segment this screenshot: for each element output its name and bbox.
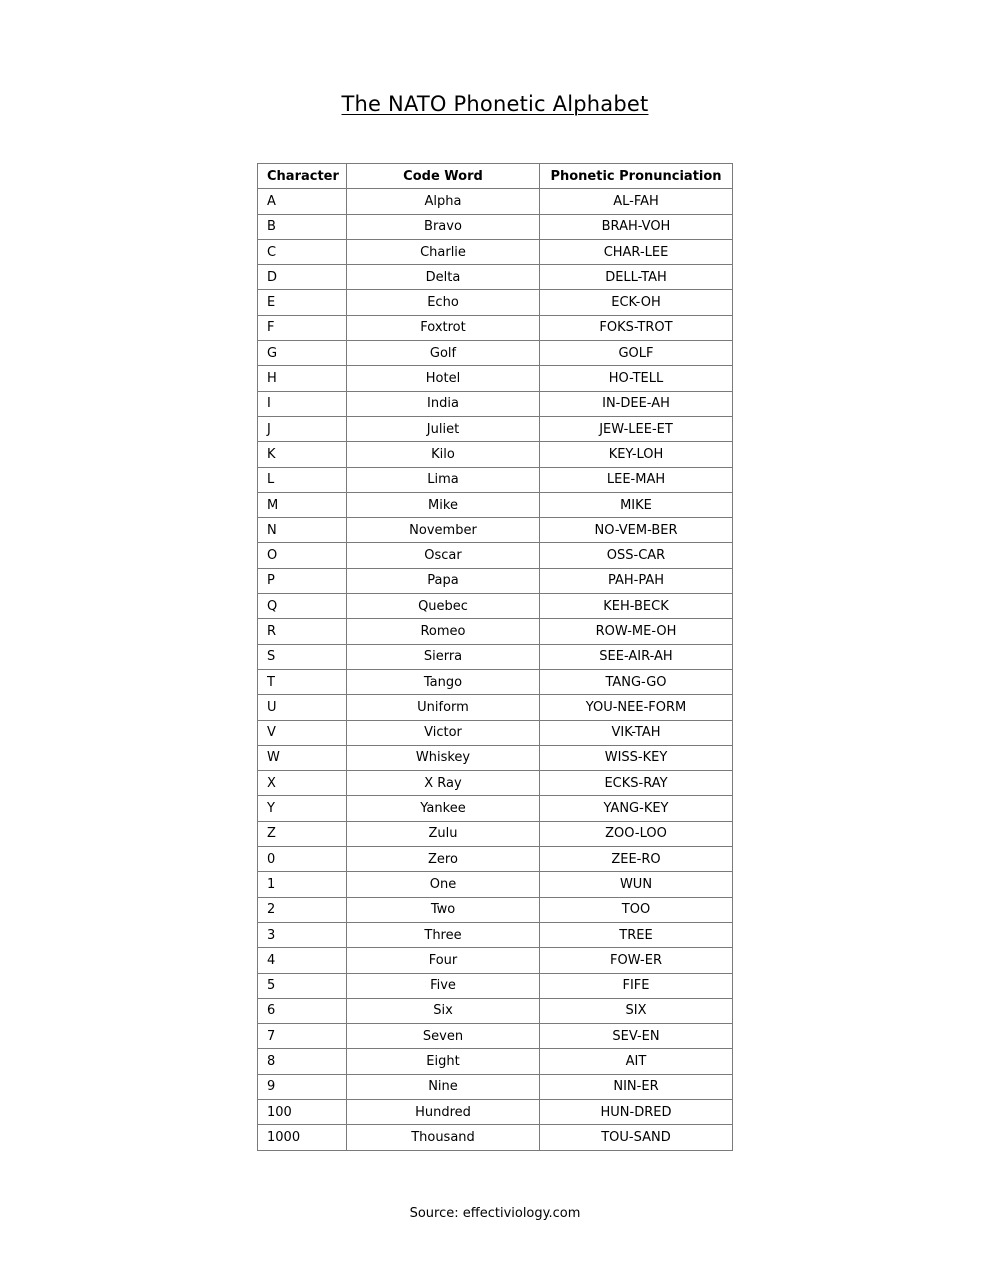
pronunciation-cell: SEV-EN xyxy=(540,1024,733,1049)
code-word-cell: Charlie xyxy=(347,239,540,264)
pronunciation-cell: KEH-BECK xyxy=(540,594,733,619)
table-row xyxy=(258,922,733,947)
character-cell: U xyxy=(258,695,347,720)
pronunciation-cell: WUN xyxy=(540,872,733,897)
table-row xyxy=(258,973,733,998)
code-word-cell: Hundred xyxy=(347,1099,540,1124)
pronunciation-cell: HO-TELL xyxy=(540,366,733,391)
table-row xyxy=(258,341,733,366)
pronunciation-cell: BRAH-VOH xyxy=(540,214,733,239)
character-cell: 9 xyxy=(258,1074,347,1099)
table-row xyxy=(258,518,733,543)
character-cell: A xyxy=(258,189,347,214)
character-cell: Q xyxy=(258,594,347,619)
pronunciation-cell: TREE xyxy=(540,922,733,947)
code-word-cell: Two xyxy=(347,897,540,922)
table-row xyxy=(258,214,733,239)
table-row xyxy=(258,594,733,619)
character-cell: C xyxy=(258,239,347,264)
table-row xyxy=(258,315,733,340)
code-word-cell: Bravo xyxy=(347,214,540,239)
pronunciation-cell: FOKS-TROT xyxy=(540,315,733,340)
table-row xyxy=(258,467,733,492)
pronunciation-cell: KEY-LOH xyxy=(540,442,733,467)
table-row xyxy=(258,189,733,214)
code-word-cell: Mike xyxy=(347,492,540,517)
table-row xyxy=(258,239,733,264)
pronunciation-cell: YOU-NEE-FORM xyxy=(540,695,733,720)
code-word-cell: Five xyxy=(347,973,540,998)
character-cell: 4 xyxy=(258,948,347,973)
code-word-cell: Zero xyxy=(347,847,540,872)
pronunciation-cell: JEW-LEE-ET xyxy=(540,416,733,441)
pronunciation-cell: LEE-MAH xyxy=(540,467,733,492)
character-cell: 3 xyxy=(258,922,347,947)
code-word-cell: Victor xyxy=(347,720,540,745)
code-word-cell: Foxtrot xyxy=(347,315,540,340)
character-cell: G xyxy=(258,341,347,366)
character-cell: D xyxy=(258,265,347,290)
table-row xyxy=(258,416,733,441)
table-row xyxy=(258,391,733,416)
character-cell: K xyxy=(258,442,347,467)
code-word-cell: Golf xyxy=(347,341,540,366)
character-cell: E xyxy=(258,290,347,315)
table-row xyxy=(258,1125,733,1150)
column-header-character: Character xyxy=(258,164,347,189)
character-cell: B xyxy=(258,214,347,239)
character-cell: N xyxy=(258,518,347,543)
code-word-cell: Four xyxy=(347,948,540,973)
pronunciation-cell: YANG-KEY xyxy=(540,796,733,821)
table-row xyxy=(258,669,733,694)
character-cell: O xyxy=(258,543,347,568)
pronunciation-cell: SEE-AIR-AH xyxy=(540,644,733,669)
pronunciation-cell: TANG-GO xyxy=(540,669,733,694)
character-cell: 5 xyxy=(258,973,347,998)
code-word-cell: Six xyxy=(347,998,540,1023)
code-word-cell: Juliet xyxy=(347,416,540,441)
pronunciation-cell: AIT xyxy=(540,1049,733,1074)
pronunciation-cell: TOO xyxy=(540,897,733,922)
character-cell: W xyxy=(258,745,347,770)
pronunciation-cell: ZEE-RO xyxy=(540,847,733,872)
table-row xyxy=(258,897,733,922)
character-cell: P xyxy=(258,568,347,593)
table-row xyxy=(258,568,733,593)
pronunciation-cell: HUN-DRED xyxy=(540,1099,733,1124)
column-header-code-word: Code Word xyxy=(347,164,540,189)
character-cell: 6 xyxy=(258,998,347,1023)
character-cell: 100 xyxy=(258,1099,347,1124)
table-row xyxy=(258,796,733,821)
code-word-cell: Lima xyxy=(347,467,540,492)
table-row xyxy=(258,771,733,796)
code-word-cell: Eight xyxy=(347,1049,540,1074)
character-cell: J xyxy=(258,416,347,441)
table-row xyxy=(258,720,733,745)
code-word-cell: Three xyxy=(347,922,540,947)
code-word-cell: Romeo xyxy=(347,619,540,644)
table-row xyxy=(258,492,733,517)
character-cell: 0 xyxy=(258,847,347,872)
table-row xyxy=(258,442,733,467)
pronunciation-cell: IN-DEE-AH xyxy=(540,391,733,416)
code-word-cell: India xyxy=(347,391,540,416)
pronunciation-cell: GOLF xyxy=(540,341,733,366)
pronunciation-cell: NIN-ER xyxy=(540,1074,733,1099)
table-row xyxy=(258,366,733,391)
table-row xyxy=(258,1024,733,1049)
source-citation: Source: effectiviology.com xyxy=(409,1206,581,1221)
character-cell: V xyxy=(258,720,347,745)
code-word-cell: Whiskey xyxy=(347,745,540,770)
code-word-cell: Sierra xyxy=(347,644,540,669)
pronunciation-cell: DELL-TAH xyxy=(540,265,733,290)
character-cell: 8 xyxy=(258,1049,347,1074)
character-cell: L xyxy=(258,467,347,492)
character-cell: X xyxy=(258,771,347,796)
character-cell: 2 xyxy=(258,897,347,922)
table-row xyxy=(258,821,733,846)
table-row xyxy=(258,695,733,720)
pronunciation-cell: ROW-ME-OH xyxy=(540,619,733,644)
table-row xyxy=(258,847,733,872)
phonetic-alphabet-table xyxy=(257,163,733,1151)
table-row xyxy=(258,290,733,315)
character-cell: M xyxy=(258,492,347,517)
code-word-cell: Uniform xyxy=(347,695,540,720)
table-row xyxy=(258,1074,733,1099)
code-word-cell: Yankee xyxy=(347,796,540,821)
code-word-cell: Kilo xyxy=(347,442,540,467)
table-row xyxy=(258,998,733,1023)
pronunciation-cell: AL-FAH xyxy=(540,189,733,214)
code-word-cell: Nine xyxy=(347,1074,540,1099)
code-word-cell: Seven xyxy=(347,1024,540,1049)
code-word-cell: Oscar xyxy=(347,543,540,568)
code-word-cell: One xyxy=(347,872,540,897)
table-header-row xyxy=(258,164,733,189)
character-cell: Y xyxy=(258,796,347,821)
table-row xyxy=(258,745,733,770)
character-cell: I xyxy=(258,391,347,416)
character-cell: F xyxy=(258,315,347,340)
code-word-cell: Thousand xyxy=(347,1125,540,1150)
table-row xyxy=(258,265,733,290)
pronunciation-cell: ECK-OH xyxy=(540,290,733,315)
code-word-cell: Zulu xyxy=(347,821,540,846)
code-word-cell: Quebec xyxy=(347,594,540,619)
table-row xyxy=(258,872,733,897)
pronunciation-cell: SIX xyxy=(540,998,733,1023)
table-row xyxy=(258,1049,733,1074)
pronunciation-cell: OSS-CAR xyxy=(540,543,733,568)
table-row xyxy=(258,1099,733,1124)
character-cell: Z xyxy=(258,821,347,846)
character-cell: 1 xyxy=(258,872,347,897)
code-word-cell: Hotel xyxy=(347,366,540,391)
pronunciation-cell: ZOO-LOO xyxy=(540,821,733,846)
code-word-cell: Delta xyxy=(347,265,540,290)
pronunciation-cell: FOW-ER xyxy=(540,948,733,973)
character-cell: H xyxy=(258,366,347,391)
code-word-cell: Alpha xyxy=(347,189,540,214)
pronunciation-cell: FIFE xyxy=(540,973,733,998)
table-row xyxy=(258,619,733,644)
pronunciation-cell: VIK-TAH xyxy=(540,720,733,745)
code-word-cell: November xyxy=(347,518,540,543)
table-body xyxy=(258,189,733,1150)
table-row xyxy=(258,543,733,568)
pronunciation-cell: CHAR-LEE xyxy=(540,239,733,264)
pronunciation-cell: WISS-KEY xyxy=(540,745,733,770)
table-row xyxy=(258,644,733,669)
code-word-cell: Tango xyxy=(347,669,540,694)
column-header-pronunciation: Phonetic Pronunciation xyxy=(540,164,733,189)
code-word-cell: Papa xyxy=(347,568,540,593)
page-title: The NATO Phonetic Alphabet xyxy=(341,92,649,116)
character-cell: 7 xyxy=(258,1024,347,1049)
pronunciation-cell: ECKS-RAY xyxy=(540,771,733,796)
pronunciation-cell: MIKE xyxy=(540,492,733,517)
table-row xyxy=(258,948,733,973)
character-cell: S xyxy=(258,644,347,669)
code-word-cell: Echo xyxy=(347,290,540,315)
pronunciation-cell: PAH-PAH xyxy=(540,568,733,593)
character-cell: R xyxy=(258,619,347,644)
character-cell: 1000 xyxy=(258,1125,347,1150)
pronunciation-cell: NO-VEM-BER xyxy=(540,518,733,543)
character-cell: T xyxy=(258,669,347,694)
pronunciation-cell: TOU-SAND xyxy=(540,1125,733,1150)
code-word-cell: X Ray xyxy=(347,771,540,796)
